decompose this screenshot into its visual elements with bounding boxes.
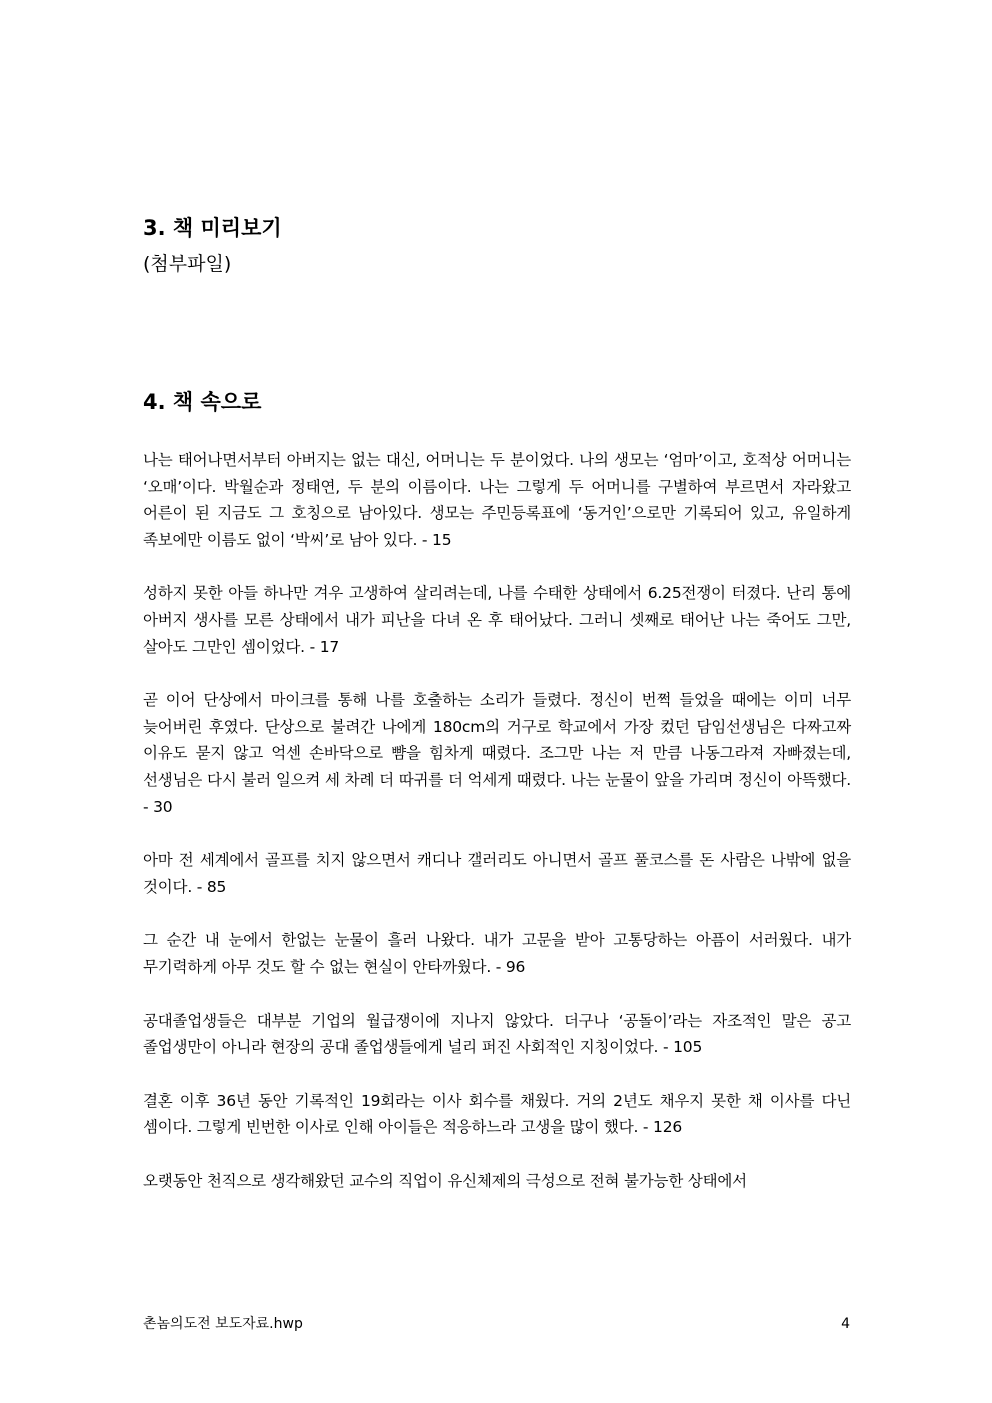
- excerpt-paragraph: 결혼 이후 36년 동안 기록적인 19회라는 이사 회수를 채웠다. 거의 2년도 채우지 못한 채 이사를 다닌 셈이다. 그렇게 빈번한 이사로 인해 아이들은 적응하느라 고생을 많이 했다. - 126: [143, 1091, 851, 1137]
- section-3-title: 3. 책 미리보기: [143, 216, 282, 240]
- excerpt-paragraph: 오랫동안 천직으로 생각해왔던 교수의 직업이 유신체제의 극성으로 전혀 불가능한 상태에서: [143, 1171, 747, 1190]
- excerpt-paragraph: 아마 전 세계에서 골프를 치지 않으면서 캐디나 갤러리도 아니면서 골프 풀코스를 돈 사람은 나밖에 없을 것이다. - 85: [143, 851, 851, 896]
- section-4-title: 4. 책 속으로: [143, 390, 262, 414]
- excerpt-paragraph: 공대졸업생들은 대부분 기업의 월급쟁이에 지나지 않았다. 더구나 ‘공돌이’라는 자조적인 말은 공고 졸업생만이 아니라 현장의 공대 졸업생들에게 널리 퍼진 사회적인 지칭이었다. - 105: [143, 1011, 851, 1057]
- excerpt-paragraph: 그 순간 내 눈에서 한없는 눈물이 흘러 나왔다. 내가 고문을 받아 고통당하는 아픔이 서러웠다. 내가 무기력하게 아무 것도 할 수 없는 현실이 안타까웠다. - 96: [143, 931, 851, 976]
- footer-filename: 촌놈의도전 보도자료.hwp: [143, 1316, 303, 1332]
- excerpt-paragraph: 곧 이어 단상에서 마이크를 통해 나를 호출하는 소리가 들렸다. 정신이 번쩍 들었을 때에는 이미 너무 늦어버린 후였다. 단상으로 불려간 나에게 180cm의 거구로 학교에서 가장 컸던 담임선생님은 다짜고짜 이유도 묻지 않고 억센 손바닥으로 뺨을 힘차게 때렸다. 조그만 나는 저 만큼 나동그라져 자빠졌는데, 선생님은 다시 불러 일으켜 세 차례 더 따귀를 더 억세게 때렸다. 나는 눈물이 앞을 가리며 정신이 아뜩했다. - 30: [143, 691, 851, 816]
- page-number: 4: [841, 1316, 850, 1332]
- excerpt-paragraph: 나는 태어나면서부터 아버지는 없는 대신, 어머니는 두 분이었다. 나의 생모는 ‘엄마’이고, 호적상 어머니는 ‘오매’이다. 박월순과 정태연, 두 분의 이름이다. 나는 그렇게 두 어머니를 구별하여 부르면서 자라왔고 어른이 된 지금도 그 호칭으로 남아있다. 생모는 주민등록표에 ‘동거인’으로만 기록되어 있고, 유일하게 족보에만 이름도 없이 ‘박씨’로 남아 있다. - 15: [143, 451, 851, 549]
- book-excerpts: [143, 447, 851, 1221]
- attachment-note: (첨부파일): [143, 253, 232, 275]
- excerpt-paragraph: 성하지 못한 아들 하나만 겨우 고생하여 살리려는데, 나를 수태한 상태에서 6.25전쟁이 터졌다. 난리 통에 아버지 생사를 모른 상태에서 내가 피난을 다녀 온 후 태어났다. 그러니 셋째로 태어난 나는 죽어도 그만, 살아도 그만인 셈이었다. - 17: [143, 584, 851, 656]
